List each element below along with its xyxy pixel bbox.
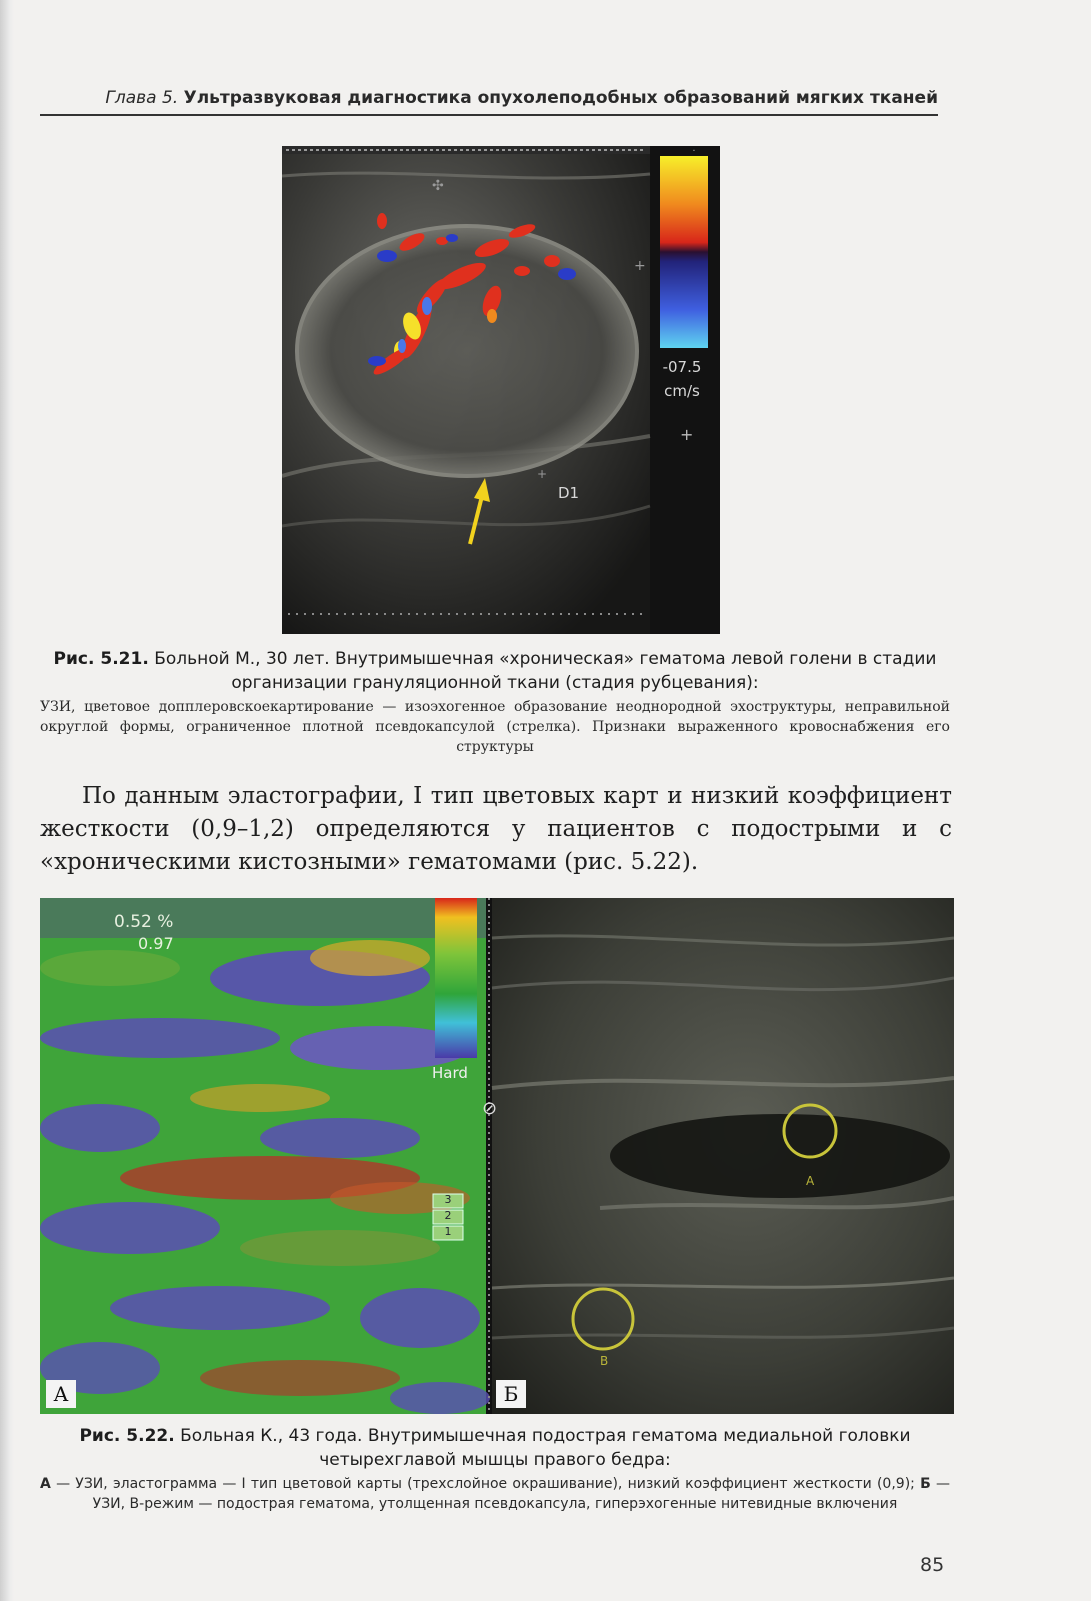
body-a-text: — УЗИ, эластограмма — I тип цветовой карты (трехслойное окрашивание), низкий коэффициент жесткости (0,9);: [50, 1476, 921, 1492]
figure-5-22-title: Больная К., 43 года. Внутримышечная подострая гематома медиальной головки четырехглавой мышцы правого бедра:: [180, 1426, 911, 1470]
figure-5-21-label: Рис. 5.21.: [53, 649, 149, 669]
figure-5-21-caption: [40, 647, 950, 757]
doppler-color-scale: [660, 156, 708, 348]
page-spine-shadow: [0, 0, 14, 1601]
page-number: 85: [920, 1554, 945, 1576]
body-b-label: Б: [920, 1476, 931, 1492]
figure-5-22-ultrasound: [40, 898, 954, 1414]
svg-text:·: ·: [692, 146, 696, 157]
panel-b-label: Б: [503, 1382, 519, 1406]
body-b-text: — УЗИ, В-режим — подострая гематома, утолщенная псевдокапсула, гиперэхогенные нитевидные включения: [92, 1476, 950, 1512]
bmode-panel: [482, 898, 954, 1414]
strain-value: 0.52 %: [114, 912, 174, 932]
figure-5-21-description: УЗИ, цветовое допплеровскоекартирование — изоэхогенное образование неоднородной эхоструктуры, неправильной округлой формы, ограниченное плотной псевдокапсулой (стрелка). Признаки выраженного кровоснабжения его структуры: [40, 699, 950, 755]
elastogram-panel: [40, 898, 490, 1414]
svg-text:+: +: [634, 258, 646, 274]
figure-5-22-label: Рис. 5.22.: [79, 1426, 175, 1446]
layer-3-label: 3: [444, 1193, 452, 1206]
svg-text:+: +: [680, 425, 694, 444]
elasticity-color-scale: [435, 898, 477, 1058]
svg-text:✣: ✣: [432, 178, 444, 194]
running-header: [40, 88, 938, 116]
elasticity-scale-label: Hard: [432, 1064, 468, 1082]
figure-5-22-description: [40, 1474, 950, 1514]
body-paragraph: По данным эластографии, I тип цветовых карт и низкий коэффициент жесткости (0,9–1,2) определяются у пациентов с подострыми и с «хроническими кистозными» гематомами (рис. 5.22).: [40, 783, 952, 875]
roi-b-label: B: [600, 1354, 609, 1368]
figure-5-21-ultrasound: [282, 146, 720, 634]
chapter-title: Ультразвуковая диагностика опухолеподобных образований мягких тканей: [183, 88, 938, 108]
chapter-label: Глава 5.: [105, 88, 179, 108]
doppler-scale-value: -07.5: [662, 358, 702, 376]
body-a-label: А: [40, 1476, 51, 1492]
lesion-outline: [297, 226, 637, 476]
figure-5-21-title: Больной М., 30 лет. Внутримышечная «хроническая» гематома левой голени в стадии организации грануляционной ткани (стадия рубцевания):: [154, 649, 937, 693]
panel-a-label: А: [53, 1382, 69, 1406]
layer-1-label: 1: [444, 1225, 452, 1238]
roi-a-label: A: [806, 1174, 815, 1188]
figure-5-22-caption: [40, 1424, 950, 1514]
no-entry-icon: ⊘: [482, 1098, 498, 1119]
layer-2-label: 2: [444, 1209, 452, 1222]
doppler-scale-unit: cm/s: [664, 382, 700, 400]
svg-text:+: +: [537, 467, 548, 481]
ratio-value: 0.97: [138, 934, 174, 953]
hematoma-cavity: [610, 1114, 950, 1198]
depth-marker-label: D1: [558, 484, 580, 502]
